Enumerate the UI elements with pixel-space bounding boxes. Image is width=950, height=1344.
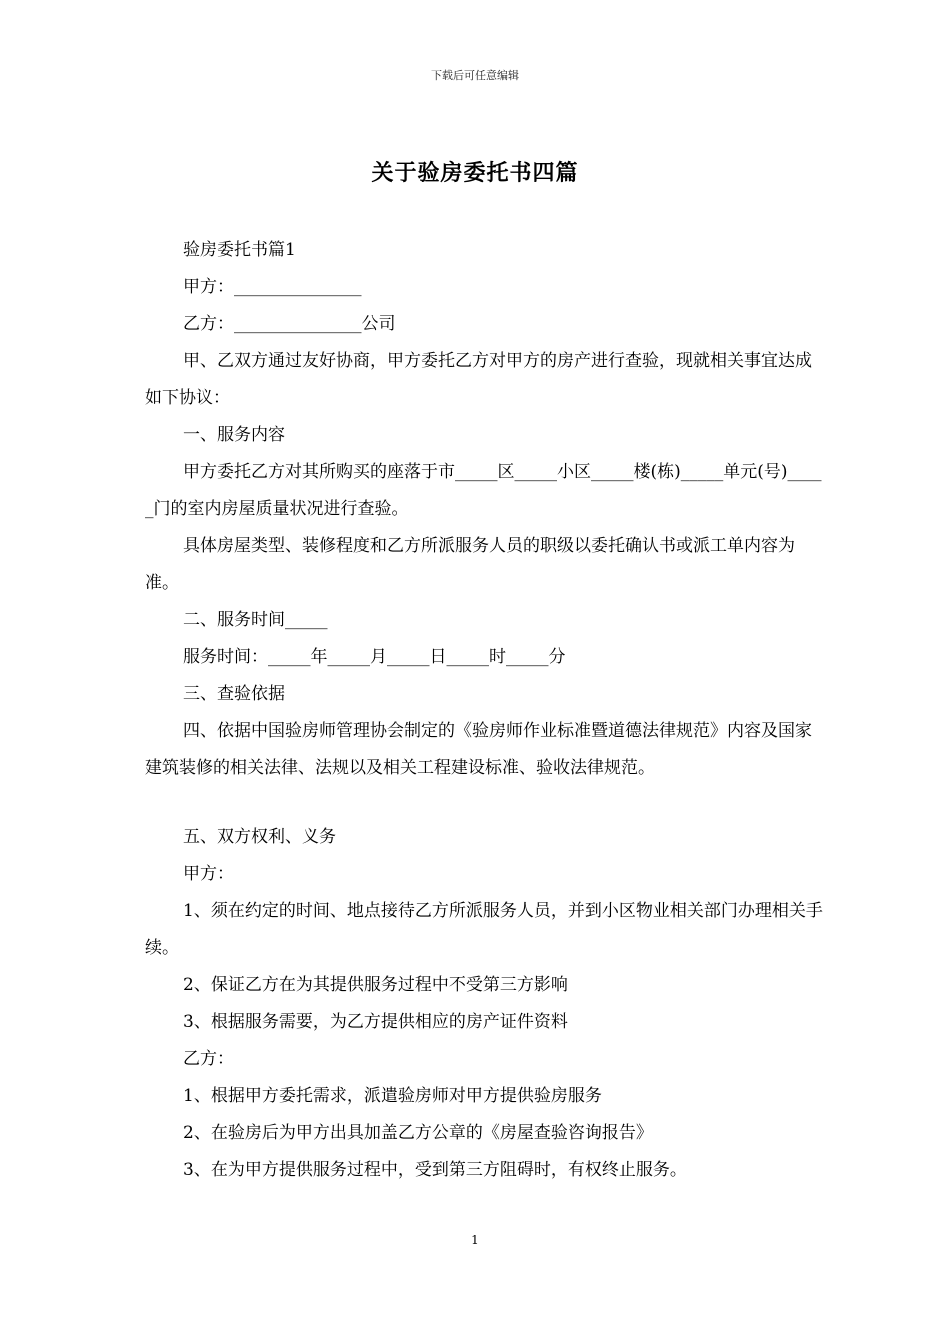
service-time-line: 服务时间：_____年_____月_____日_____时_____分 [183, 647, 566, 667]
heading-service-time: 二、服务时间_____ [183, 610, 328, 630]
document-body [145, 232, 825, 1189]
party-a-label: 甲方： [183, 864, 234, 884]
party-b-item-1: 1、根据甲方委托需求，派遣验房师对甲方提供验房服务 [183, 1086, 602, 1106]
inspection-basis-paragraph: 四、依据中国验房师管理协会制定的《验房师作业标准暨道德法律规范》内容及国家建筑装修的相关法律、法规以及相关工程建设标准、验收法律规范。 [145, 721, 812, 778]
party-b-item-3: 3、在为甲方提供服务过程中，受到第三方阻碍时，有权终止服务。 [183, 1160, 687, 1180]
party-b-label: 乙方： [183, 1049, 234, 1069]
heading-service-content: 一、服务内容 [183, 425, 285, 445]
section-heading-part1: 验房委托书篇1 [183, 240, 296, 260]
party-b-item-2: 2、在验房后为甲方出具加盖乙方公章的《房屋查验咨询报告》 [183, 1123, 653, 1143]
party-a-item-3: 3、根据服务需要，为乙方提供相应的房产证件资料 [183, 1012, 568, 1032]
house-type-paragraph: 具体房屋类型、装修程度和乙方所派服务人员的职级以委托确认书或派工单内容为准。 [145, 536, 795, 593]
page-header-note: 下载后可任意编辑 [431, 69, 519, 82]
intro-paragraph: 甲、乙双方通过友好协商，甲方委托乙方对甲方的房产进行查验，现就相关事宜达成如下协议： [145, 351, 812, 408]
paragraph-gap [145, 787, 825, 819]
party-a-item-1: 1、须在约定的时间、地点接待乙方所派服务人员，并到小区物业相关部门办理相关手续。 [145, 901, 823, 958]
heading-inspection-basis: 三、查验依据 [183, 684, 285, 704]
party-a-line: 甲方：_______________ [183, 277, 362, 297]
document-title: 关于验房委托书四篇 [371, 161, 579, 186]
party-b-line: 乙方：_______________公司 [183, 314, 396, 334]
heading-rights-obligations: 五、双方权利、义务 [183, 827, 336, 847]
service-content-paragraph: 甲方委托乙方对其所购买的座落于市_____区_____小区_____楼(栋)_____单元(号)_____门的室内房屋质量状况进行查验。 [145, 462, 822, 519]
party-a-item-2: 2、保证乙方在为其提供服务过程中不受第三方影响 [183, 975, 568, 995]
page-number: 1 [471, 1233, 479, 1247]
